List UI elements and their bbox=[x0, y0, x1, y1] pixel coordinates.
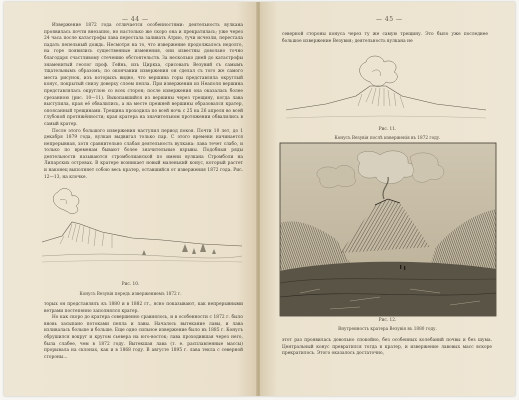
right-text-bottom bbox=[282, 338, 492, 388]
left-paragraph-1: Извержение 1872 года отличается особенностями: деятельность вулкана проявилась почти внезапно, но настолько же скоро она и прекратилась; уже через 24 часа после катастрофы лава перестала заливать Атрио, тучи исчезли, перестала падать пепельный дождь. Несмотря на то, что извержение продолжалось недолго, на горе появились существенные изменения, они известны довольно точно благодаря счастливому стечению обстоятельств. За несколько дней до катастрофы знаменитый геолог проф. Гейнь, изъ Циркха, срисовалъ Везувий съ самымъ тщательнымъ образомъ; по окончании извержения он сделал съ того же самого места рисунок, изъ которыхъ видно, что вершина горы представляла округлый конус, покрытый снизу доверху слоем пепла. При извержении из Неаполя вершина представлялась округлою со всех сторон; после извержения она оказалась более срезанною (рис. 10—11). Выкопавшийся из вершины через трещину, когда лава выступила, края её обвалились, а на месте прежней вершины образовался кратер, опоясанный трещинами. Трещина проходила по всей ночь с 25 на 26 апреля во всей глубокой протяжённости; края кратера на значительном протяжении обвалились в самый кратер. bbox=[44, 23, 243, 127]
left-paragraph-4: Но как скоро до кратера совершенно сравнялось, и в особенности с 1872 г. было вновь засыпано потоками пепла и лавы. Началось вытекание лавы, и лава изливалась больше и больше. Еще одно сильное извержение было въ 1885 г. Конусъ обрушился вокруг и кругом сьевера на юго-восток; лава проходившая через него, была слабее, чем в 1872 году. Вытекшая лава (т. е. расплавленные массы) прорывала на склонах, как и в 1868 году. В августе 1895 г. лава текла с северной стороны... bbox=[44, 315, 243, 360]
figure-11-label: Рис. 11. bbox=[378, 127, 397, 132]
figure-11-volcano-sketch bbox=[286, 52, 486, 124]
figure-12-caption: Внутренность кратера Везувія въ 1880 году. bbox=[338, 326, 437, 331]
right-paragraph-bottom: этот раз проявилась довольно спокойно, без особенных колебаний почвы и без шума. Центральный конус превратился тогда в кратер, и извержение лавовых масс вскоре прекратилось. Этого оказалось достаточно, bbox=[282, 338, 492, 357]
figure-12-label: Рис. 12. bbox=[378, 318, 397, 323]
right-page bbox=[260, 2, 515, 396]
left-page-number: — 44 — bbox=[122, 16, 149, 23]
figure-11-caption: Конусъ Везувія послѣ изверженія въ 1872 году. bbox=[334, 135, 441, 140]
figure-10-caption: Конусъ Везувія передъ извержениемъ 1872 г. bbox=[79, 291, 182, 296]
left-page bbox=[4, 2, 257, 396]
left-text-top bbox=[44, 23, 243, 180]
figure-10-volcano-sketch bbox=[42, 182, 242, 267]
figure-12-crater-engraving bbox=[280, 143, 496, 316]
right-text-top bbox=[282, 32, 488, 46]
left-paragraph-3: торых он представлялъ къ 1880 и в 1882 гг., ясно показывают, как непрерывными ветрами постепенно заполнялся кратер. bbox=[44, 302, 243, 314]
figure-10-label: Рис. 10. bbox=[121, 282, 140, 287]
right-page-number: — 45 — bbox=[376, 16, 403, 23]
left-text-bottom bbox=[44, 302, 243, 388]
left-paragraph-2: После этого большого извержения наступил период покоя. Почти 10 лет, до 1 декабря 1879 года, вулкан выдвигал только пар. С этого времени начинается непрерывная, хотя сравнительно слабая деятельность вулкана: лава течет слабо, и только по временам бывают более значительные взрывы. Подобныя ряды деятельности называются стромболианской по имени вулкана Стромболи на Липарских островах. В кратере возникает новый маленький конус, который растет и наконец выполняет собою весь кратер, оставшийся от извержения 1872 года. Рис. 12—13, на клочке. bbox=[44, 128, 243, 180]
right-paragraph-top: северной стороны конуса через ту же самую трещину. Это было уже последнее большое извержение Везувия; деятельность вулкана не bbox=[282, 32, 488, 44]
book-spread bbox=[4, 2, 515, 396]
